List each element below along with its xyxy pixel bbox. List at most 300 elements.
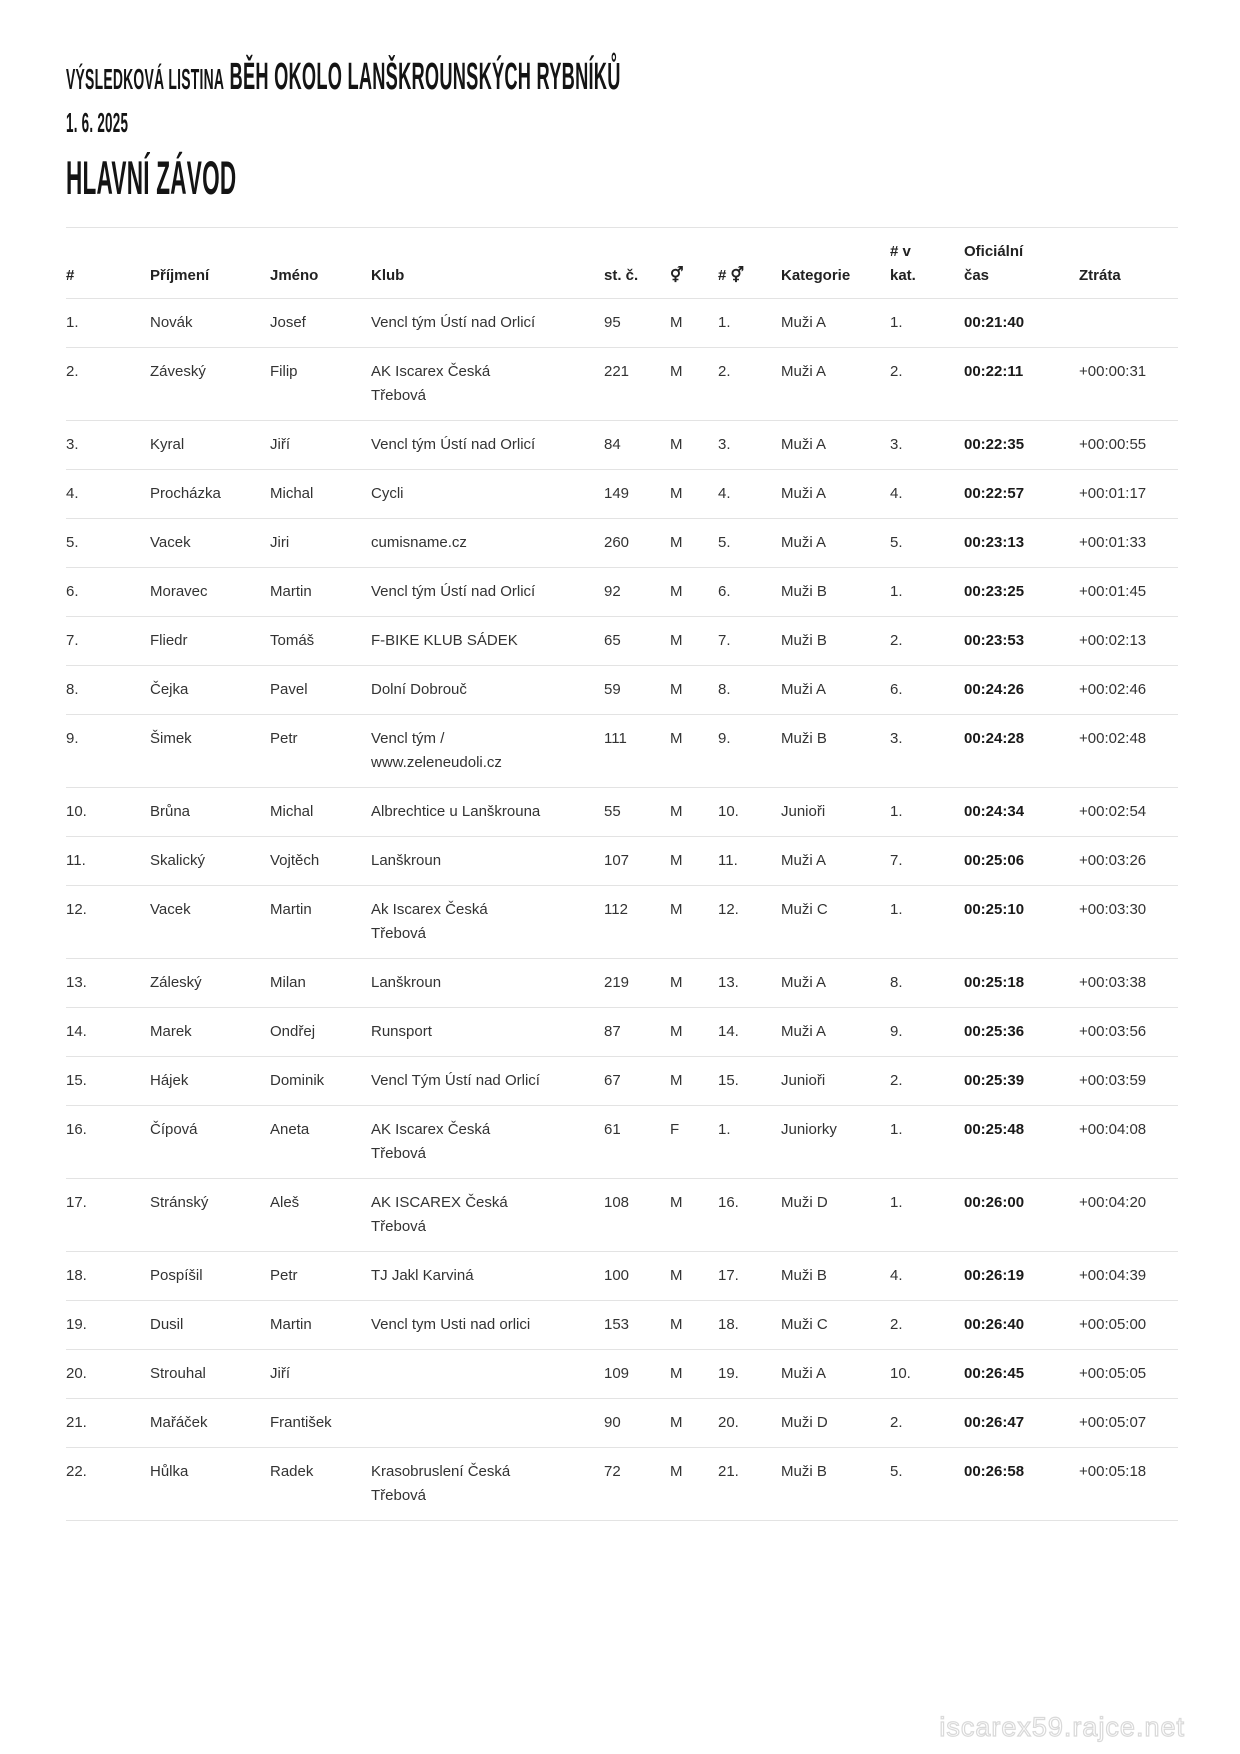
cell-gap: +00:04:20 [1079, 1194, 1147, 1211]
cell-gender-rank: 2. [718, 363, 731, 380]
cell-gap: +00:03:56 [1079, 1023, 1147, 1040]
result-row [66, 837, 1178, 886]
cell-rank: 10. [66, 803, 87, 820]
cell-club [371, 470, 604, 519]
cell-category-rank: 3. [890, 730, 903, 747]
cell-surname: Procházka [150, 485, 221, 502]
cell-gender-rank: 14. [718, 1023, 739, 1040]
cell-club [371, 1350, 604, 1399]
cell-firstname: Martin [270, 1316, 312, 1333]
cell-gender: M [670, 681, 683, 698]
cell-category-rank: 4. [890, 485, 903, 502]
cell-bib: 72 [604, 1463, 621, 1480]
cell-firstname: Radek [270, 1463, 314, 1480]
col-gap: Ztráta [1079, 267, 1121, 284]
cell-category: Muži A [781, 436, 827, 453]
cell-firstname: Pavel [270, 681, 308, 698]
cell-club [371, 1008, 604, 1057]
cell-firstname: Petr [270, 730, 298, 747]
cell-category-rank: 6. [890, 681, 903, 698]
cell-gap [1079, 299, 1178, 348]
cell-category-rank: 2. [890, 632, 903, 649]
results-table-header [66, 228, 1178, 299]
cell-official-time: 00:26:40 [964, 1316, 1025, 1333]
cell-bib: 153 [604, 1316, 630, 1333]
cell-gender: M [670, 632, 683, 649]
cell-surname: Strouhal [150, 1365, 206, 1382]
cell-gender-rank: 1. [718, 314, 731, 331]
cell-rank: 16. [66, 1121, 87, 1138]
cell-official-time: 00:24:28 [964, 730, 1025, 747]
cell-rank: 1. [66, 314, 79, 331]
cell-gap: +00:01:17 [1079, 485, 1147, 502]
cell-gap: +00:05:05 [1079, 1365, 1147, 1382]
cell-official-time: 00:25:06 [964, 852, 1025, 869]
cell-rank: 5. [66, 534, 79, 551]
cell-bib: 109 [604, 1365, 630, 1382]
club-text: Vencl tým Ústí nad Orlicí [371, 583, 536, 600]
cell-category-rank: 1. [890, 1121, 903, 1138]
col-rank: # [66, 267, 75, 284]
cell-bib: 61 [604, 1121, 621, 1138]
cell-category-rank: 1. [890, 583, 903, 600]
result-row [66, 1008, 1178, 1057]
cell-club [371, 788, 604, 837]
cell-gap: +00:02:46 [1079, 681, 1147, 698]
cell-gap: +00:04:39 [1079, 1267, 1147, 1284]
title-line [66, 56, 621, 98]
club-text: Ak Iscarex Česká Třebová [371, 901, 488, 942]
cell-club [371, 666, 604, 715]
cell-category: Juniorky [781, 1121, 837, 1138]
club-text: cumisname.cz [371, 534, 467, 551]
cell-bib: 92 [604, 583, 621, 600]
col-category-rank: # v kat. [890, 243, 916, 284]
cell-gap: +00:00:31 [1079, 363, 1147, 380]
cell-category: Muži A [781, 534, 827, 551]
cell-official-time: 00:26:47 [964, 1414, 1025, 1431]
cell-club [371, 348, 604, 421]
cell-bib: 221 [604, 363, 630, 380]
cell-surname: Čejka [150, 681, 189, 698]
cell-official-time: 00:25:36 [964, 1023, 1025, 1040]
cell-gender-rank: 4. [718, 485, 731, 502]
result-row [66, 959, 1178, 1008]
cell-official-time: 00:24:34 [964, 803, 1025, 820]
cell-club [371, 1057, 604, 1106]
cell-bib: 87 [604, 1023, 621, 1040]
cell-bib: 219 [604, 974, 630, 991]
cell-rank: 15. [66, 1072, 87, 1089]
cell-gender: M [670, 583, 683, 600]
cell-firstname: Aneta [270, 1121, 310, 1138]
cell-official-time: 00:26:45 [964, 1365, 1025, 1382]
cell-category: Muži D [781, 1414, 828, 1431]
club-text: Krasobruslení Česká Třebová [371, 1463, 511, 1504]
cell-gap: +00:03:38 [1079, 974, 1147, 991]
cell-firstname: Michal [270, 485, 314, 502]
result-row [66, 1057, 1178, 1106]
cell-gender-rank: 10. [718, 803, 739, 820]
col-firstname: Jméno [270, 267, 319, 284]
col-gender-rank: # ⚥ [718, 267, 745, 284]
cell-firstname: Filip [270, 363, 298, 380]
cell-category: Muži A [781, 363, 827, 380]
cell-gender: M [670, 974, 683, 991]
cell-gap: +00:03:59 [1079, 1072, 1147, 1089]
club-text: AK ISCAREX Česká Třebová [371, 1194, 508, 1235]
cell-surname: Vacek [150, 901, 191, 918]
col-official-time: Oficiální čas [964, 243, 1024, 284]
cell-official-time: 00:25:10 [964, 901, 1025, 918]
cell-category: Muži A [781, 314, 827, 331]
cell-rank: 7. [66, 632, 79, 649]
cell-bib: 84 [604, 436, 621, 453]
cell-rank: 9. [66, 730, 79, 747]
document-header [66, 56, 1176, 204]
cell-gender-rank: 3. [718, 436, 731, 453]
event-date: 1. 6. 2025 [66, 107, 129, 138]
club-text: Albrechtice u Lanškrouna [371, 803, 541, 820]
cell-surname: Záleský [150, 974, 202, 991]
cell-category: Muži A [781, 485, 827, 502]
cell-club [371, 1399, 604, 1448]
cell-gap: +00:00:55 [1079, 436, 1147, 453]
cell-category-rank: 2. [890, 1316, 903, 1333]
result-row [66, 1301, 1178, 1350]
cell-category-rank: 8. [890, 974, 903, 991]
cell-category: Muži A [781, 974, 827, 991]
cell-gender: M [670, 1365, 683, 1382]
race-title: HLAVNÍ ZÁVOD [66, 151, 237, 204]
cell-category: Muži B [781, 730, 827, 747]
cell-surname: Hájek [150, 1072, 189, 1089]
cell-gap: +00:01:45 [1079, 583, 1147, 600]
cell-gender: M [670, 1414, 683, 1431]
cell-firstname: Dominik [270, 1072, 325, 1089]
club-text: Runsport [371, 1023, 432, 1040]
cell-club [371, 1179, 604, 1252]
cell-rank: 18. [66, 1267, 87, 1284]
result-row [66, 348, 1178, 421]
cell-official-time: 00:23:13 [964, 534, 1025, 551]
cell-gender: M [670, 534, 683, 551]
cell-category: Muži B [781, 583, 827, 600]
cell-gender: M [670, 1023, 683, 1040]
cell-category-rank: 5. [890, 534, 903, 551]
cell-category-rank: 7. [890, 852, 903, 869]
cell-club [371, 886, 604, 959]
cell-bib: 65 [604, 632, 621, 649]
club-text: Vencl tým Ústí nad Orlicí [371, 314, 536, 331]
club-text: Vencl tým Ústí nad Orlicí [371, 436, 536, 453]
cell-surname: Brůna [150, 803, 191, 820]
cell-rank: 22. [66, 1463, 87, 1480]
cell-bib: 260 [604, 534, 630, 551]
cell-rank: 13. [66, 974, 87, 991]
cell-surname: Záveský [150, 363, 206, 380]
cell-club [371, 568, 604, 617]
cell-surname: Moravec [150, 583, 208, 600]
cell-gender-rank: 5. [718, 534, 731, 551]
cell-surname: Kyral [150, 436, 185, 453]
result-row [66, 715, 1178, 788]
cell-gap: +00:05:00 [1079, 1316, 1147, 1333]
cell-club [371, 617, 604, 666]
club-text: Lanškroun [371, 852, 442, 869]
cell-category: Muži A [781, 681, 827, 698]
cell-bib: 100 [604, 1267, 630, 1284]
cell-category: Muži A [781, 1365, 827, 1382]
cell-category-rank: 1. [890, 803, 903, 820]
cell-official-time: 00:25:18 [964, 974, 1025, 991]
cell-official-time: 00:22:57 [964, 485, 1025, 502]
cell-rank: 2. [66, 363, 79, 380]
result-row [66, 421, 1178, 470]
cell-gender-rank: 19. [718, 1365, 739, 1382]
cell-bib: 55 [604, 803, 621, 820]
result-row [66, 666, 1178, 715]
cell-gender-rank: 13. [718, 974, 739, 991]
cell-category: Muži B [781, 632, 827, 649]
cell-category-rank: 3. [890, 436, 903, 453]
cell-rank: 17. [66, 1194, 87, 1211]
cell-gender: M [670, 803, 683, 820]
cell-surname: Pospíšil [150, 1267, 203, 1284]
cell-surname: Novák [150, 314, 193, 331]
cell-surname: Mařáček [150, 1414, 208, 1431]
cell-rank: 8. [66, 681, 79, 698]
cell-category-rank: 1. [890, 901, 903, 918]
club-text: AK Iscarex Česká Třebová [371, 1121, 491, 1162]
cell-category-rank: 2. [890, 363, 903, 380]
cell-surname: Čípová [150, 1121, 198, 1138]
results-table-body [66, 299, 1178, 1521]
cell-category-rank: 5. [890, 1463, 903, 1480]
cell-gender: F [670, 1121, 680, 1138]
cell-category-rank: 4. [890, 1267, 903, 1284]
col-gender male-female-icon: ⚥ [670, 267, 684, 284]
cell-gender-rank: 17. [718, 1267, 739, 1284]
cell-surname: Dusil [150, 1316, 184, 1333]
results-table [66, 227, 1178, 1521]
cell-gender-rank: 15. [718, 1072, 739, 1089]
cell-official-time: 00:26:00 [964, 1194, 1025, 1211]
cell-firstname: Petr [270, 1267, 298, 1284]
watermark: iscarex59.rajce.net [939, 1712, 1185, 1742]
cell-rank: 6. [66, 583, 79, 600]
cell-official-time: 00:25:48 [964, 1121, 1025, 1138]
cell-surname: Marek [150, 1023, 192, 1040]
cell-surname: Šimek [150, 730, 192, 747]
result-row [66, 1350, 1178, 1399]
cell-gender-rank: 11. [718, 852, 738, 869]
club-text: TJ Jakl Karviná [371, 1267, 474, 1284]
cell-category: Muži C [781, 901, 828, 918]
cell-category: Junioři [781, 803, 826, 820]
col-bib: st. č. [604, 267, 639, 284]
cell-club [371, 715, 604, 788]
club-text: F-BIKE KLUB SÁDEK [371, 632, 518, 649]
cell-category: Junioři [781, 1072, 826, 1089]
cell-surname: Skalický [150, 852, 206, 869]
cell-gap: +00:02:48 [1079, 730, 1147, 747]
cell-official-time: 00:23:25 [964, 583, 1025, 600]
cell-club [371, 1252, 604, 1301]
cell-official-time: 00:21:40 [964, 314, 1025, 331]
cell-gender: M [670, 730, 683, 747]
cell-official-time: 00:26:58 [964, 1463, 1025, 1480]
club-text: Vencl tym Usti nad orlici [371, 1316, 531, 1333]
cell-gender: M [670, 852, 683, 869]
cell-firstname: Ondřej [270, 1023, 316, 1040]
cell-gender: M [670, 901, 683, 918]
cell-gender-rank: 18. [718, 1316, 739, 1333]
cell-firstname: Martin [270, 901, 312, 918]
cell-club [371, 1301, 604, 1350]
event-title: BĚH OKOLO LANŠKROUNSKÝCH RYBNÍKŮ [229, 56, 621, 98]
result-row [66, 470, 1178, 519]
cell-firstname: Aleš [270, 1194, 300, 1211]
cell-category-rank: 2. [890, 1072, 903, 1089]
col-club: Klub [371, 267, 405, 284]
cell-club [371, 299, 604, 348]
result-row [66, 617, 1178, 666]
cell-gender: M [670, 1463, 683, 1480]
cell-rank: 3. [66, 436, 79, 453]
cell-gender-rank: 16. [718, 1194, 739, 1211]
cell-gender: M [670, 436, 683, 453]
cell-category-rank: 1. [890, 314, 903, 331]
result-row [66, 1448, 1178, 1521]
cell-gender: M [670, 485, 683, 502]
cell-rank: 19. [66, 1316, 87, 1333]
cell-category: Muži D [781, 1194, 828, 1211]
cell-category-rank: 9. [890, 1023, 903, 1040]
cell-gender: M [670, 363, 683, 380]
cell-firstname: František [270, 1414, 332, 1431]
cell-club [371, 421, 604, 470]
result-row [66, 788, 1178, 837]
cell-gender: M [670, 314, 683, 331]
club-text: AK Iscarex Česká Třebová [371, 363, 491, 404]
result-row [66, 886, 1178, 959]
cell-gender-rank: 21. [718, 1463, 739, 1480]
cell-category: Muži A [781, 1023, 827, 1040]
cell-official-time: 00:23:53 [964, 632, 1025, 649]
cell-gender-rank: 7. [718, 632, 731, 649]
cell-category: Muži A [781, 852, 827, 869]
cell-official-time: 00:25:39 [964, 1072, 1025, 1089]
col-surname: Příjmení [150, 267, 210, 284]
cell-gender-rank: 8. [718, 681, 731, 698]
cell-category: Muži B [781, 1463, 827, 1480]
cell-rank: 11. [66, 852, 86, 869]
club-text: Vencl Tým Ústí nad Orlicí [371, 1072, 540, 1089]
cell-gender-rank: 20. [718, 1414, 739, 1431]
cell-firstname: Tomáš [270, 632, 315, 649]
cell-rank: 12. [66, 901, 87, 918]
cell-rank: 14. [66, 1023, 87, 1040]
cell-gender-rank: 9. [718, 730, 731, 747]
cell-gender-rank: 12. [718, 901, 739, 918]
cell-official-time: 00:24:26 [964, 681, 1025, 698]
cell-firstname: Jiří [270, 436, 290, 453]
cell-gender: M [670, 1267, 683, 1284]
doc-type-label: VÝSLEDKOVÁ LISTINA [66, 64, 225, 96]
result-row [66, 1252, 1178, 1301]
result-row [66, 299, 1178, 348]
cell-bib: 67 [604, 1072, 621, 1089]
cell-rank: 21. [66, 1414, 87, 1431]
result-row [66, 519, 1178, 568]
cell-firstname: Jiří [270, 1365, 290, 1382]
cell-official-time: 00:22:11 [964, 363, 1024, 380]
cell-category-rank: 1. [890, 1194, 903, 1211]
cell-firstname: Martin [270, 583, 312, 600]
cell-club [371, 1106, 604, 1179]
cell-club [371, 519, 604, 568]
cell-club [371, 837, 604, 886]
cell-bib: 111 [604, 730, 627, 747]
cell-gender: M [670, 1194, 683, 1211]
cell-bib: 59 [604, 681, 621, 698]
cell-category-rank: 2. [890, 1414, 903, 1431]
result-row [66, 1399, 1178, 1448]
cell-rank: 20. [66, 1365, 87, 1382]
cell-gap: +00:02:54 [1079, 803, 1147, 820]
result-row [66, 1106, 1178, 1179]
result-row [66, 568, 1178, 617]
cell-bib: 95 [604, 314, 621, 331]
cell-bib: 107 [604, 852, 630, 869]
cell-surname: Hůlka [150, 1463, 189, 1480]
cell-club [371, 959, 604, 1008]
cell-gender-rank: 6. [718, 583, 731, 600]
col-category: Kategorie [781, 267, 851, 284]
result-row [66, 1179, 1178, 1252]
header-row [66, 228, 1178, 299]
club-text: Vencl tým / www.zeleneudoli.cz [371, 730, 502, 771]
cell-firstname: Vojtěch [270, 852, 320, 869]
cell-gap: +00:04:08 [1079, 1121, 1147, 1138]
cell-bib: 90 [604, 1414, 621, 1431]
cell-firstname: Milan [270, 974, 306, 991]
cell-category-rank: 10. [890, 1365, 911, 1382]
cell-gap: +00:01:33 [1079, 534, 1147, 551]
club-text: Dolní Dobrouč [371, 681, 467, 698]
cell-gap: +00:05:07 [1079, 1414, 1147, 1431]
cell-firstname: Josef [270, 314, 306, 331]
cell-official-time: 00:26:19 [964, 1267, 1025, 1284]
club-text: Lanškroun [371, 974, 442, 991]
cell-surname: Fliedr [150, 632, 188, 649]
club-text: Cycli [371, 485, 404, 502]
cell-bib: 112 [604, 901, 628, 918]
cell-official-time: 00:22:35 [964, 436, 1025, 453]
cell-gap: +00:03:26 [1079, 852, 1147, 869]
cell-gender: M [670, 1316, 683, 1333]
cell-bib: 108 [604, 1194, 630, 1211]
cell-gender-rank: 1. [718, 1121, 731, 1138]
cell-gender: M [670, 1072, 683, 1089]
cell-gap: +00:05:18 [1079, 1463, 1147, 1480]
cell-bib: 149 [604, 485, 630, 502]
cell-surname: Stránský [150, 1194, 209, 1211]
cell-firstname: Jiri [270, 534, 290, 551]
cell-category: Muži C [781, 1316, 828, 1333]
cell-club [371, 1448, 604, 1521]
